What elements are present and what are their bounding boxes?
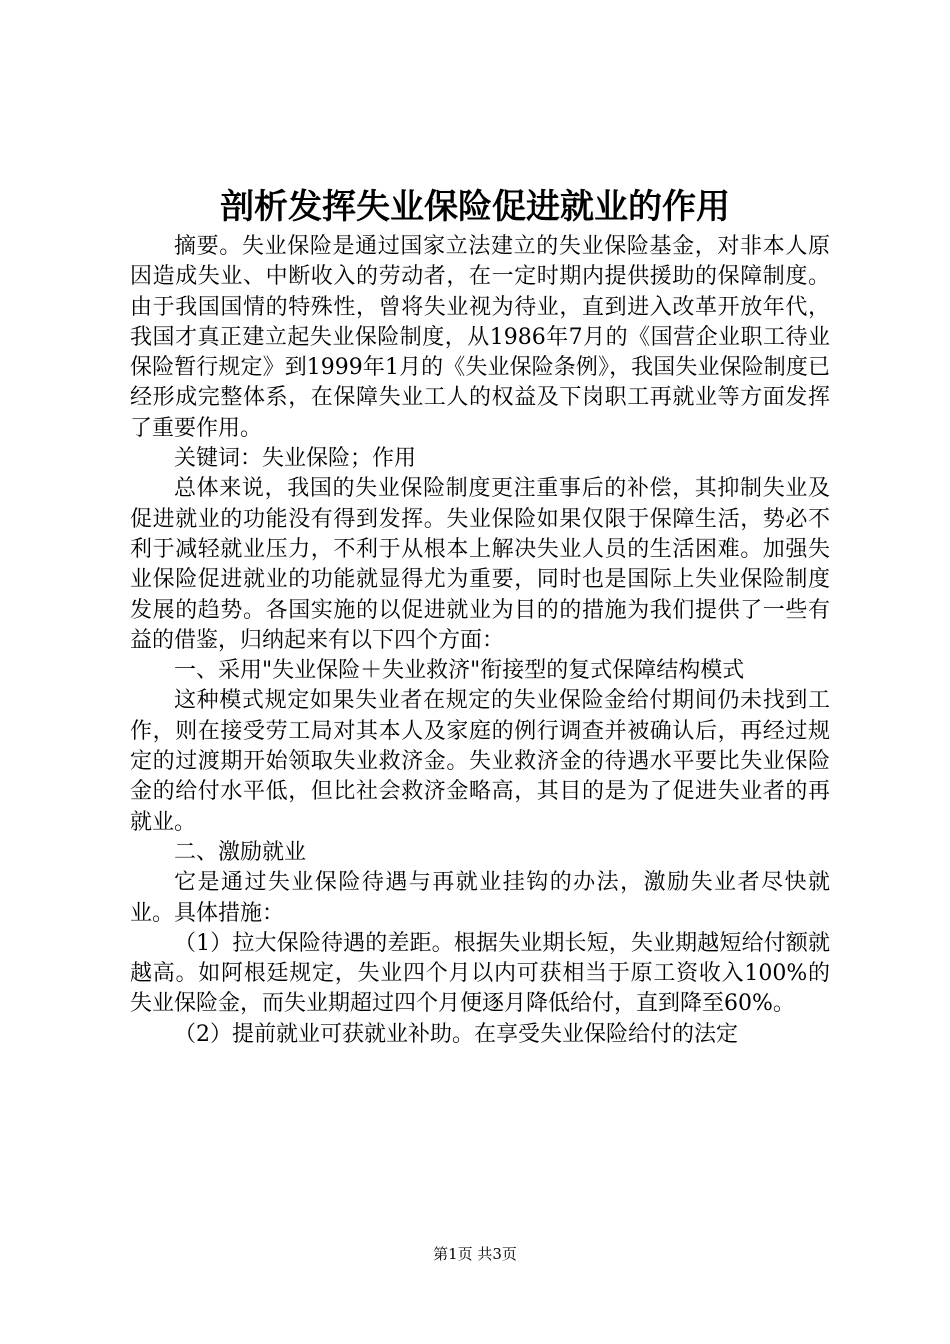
document-body — [130, 232, 830, 1050]
document-title: 剖析发挥失业保险促进就业的作用 — [220, 187, 730, 227]
paragraph-section-1: 这种模式规定如果失业者在规定的失业保险金给付期间仍未找到工作，则在接受劳工局对其本人及家庭的例行调查并被确认后，再经过规定的过渡期开始领取失业救济金。失业救济金的待遇水平要比失业保险金的给付水平低，但比社会救济金略高，其目的是为了促进失业者的再就业。 — [130, 688, 830, 835]
paragraph-overview: 总体来说，我国的失业保险制度更注重事后的补偿，其抑制失业及促进就业的功能没有得到发挥。失业保险如果仅限于保障生活，势必不利于减轻就业压力，不利于从根本上解决失业人员的生活困难。加强失业保险促进就业的功能就显得尤为重要，同时也是国际上失业保险制度发展的趋势。各国实施的以促进就业为目的的措施为我们提供了一些有益的借鉴，归纳起来有以下四个方面： — [130, 476, 830, 653]
section-heading-1: 一、采用"失业保险＋失业救济"衔接型的复式保障结构模式 — [174, 658, 745, 684]
paragraph-measure-2: （2）提前就业可获就业补助。在享受失业保险给付的法定 — [174, 1021, 738, 1047]
page-footer: 第1页 共3页 — [433, 1245, 517, 1263]
paragraph-keywords: 关键词：失业保险；作用 — [174, 446, 417, 472]
paragraph-abstract: 摘要。失业保险是通过国家立法建立的失业保险基金，对非本人原因造成失业、中断收入的劳动者，在一定时期内提供援助的保障制度。由于我国国情的特殊性，曾将失业视为待业，直到进入改革开放年代，我国才真正建立起失业保险制度，从1986年7月的《国营企业职工待业保险暂行规定》到1999年1月的《失业保险条例》，我国失业保险制度已经形成完整体系，在保障失业工人的权益及下岗职工再就业等方面发挥了重要作用。 — [130, 234, 830, 441]
paragraph-section-2: 它是通过失业保险待遇与再就业挂钩的办法，激励失业者尽快就业。具体措施： — [130, 870, 830, 926]
paragraph-measure-1: （1）拉大保险待遇的差距。根据失业期长短，失业期越短给付额就越高。如阿根廷规定，失业四个月以内可获相当于原工资收入100%的失业保险金，而失业期超过四个月便逐月降低给付，直到降至60%。 — [130, 930, 830, 1017]
section-heading-2: 二、激励就业 — [174, 839, 307, 865]
